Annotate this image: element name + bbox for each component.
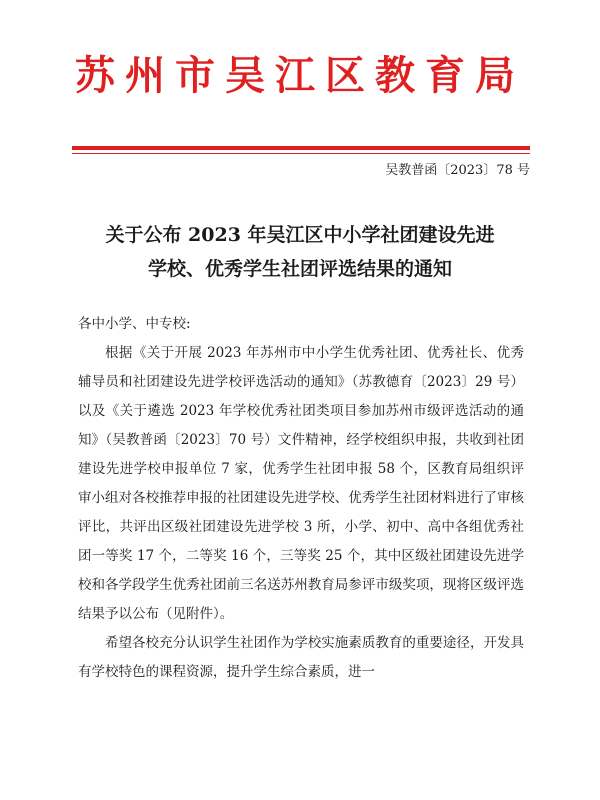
document-number: 吴教普函〔2023〕78 号	[385, 163, 530, 178]
document-title-line-2: 学校、优秀学生社团评选结果的通知	[147, 258, 452, 280]
body-paragraph: 根据《关于开展 2023 年苏州市中小学生优秀社团、优秀社长、优秀辅导员和社团建设先进学校评选活动的通知》（苏教德育〔2023〕29 号）以及《关于遴选 2023 年学校优秀社团类项目参加苏州市级评选活动的通知》（吴教普函〔2023〕70 号）文件精神，经学校组织申报，共收到社团建设先进学校申报单位 7 家，优秀学生社团申报 58 个，区教育局组织评审小组对各校推荐申报的社团建设先进学校、优秀学生社团材料进行了审核评比，共评出区级社团建设先进学校 3 所，小学、初中、高中各组优秀社团一等奖 17 个，二等奖 16 个，三等奖 25 个，其中区级社团建设先进学校和各学段学生优秀社团前三名送苏州教育局参评市级奖项，现将区级评选结果予以公布（见附件）。	[78, 345, 524, 622]
letterhead-red-rule-thin	[72, 153, 530, 154]
document-title-line-1: 关于公布 2023 年吴江区中小学社团建设先进	[105, 224, 495, 246]
body-paragraph: 希望各校充分认识学生社团作为学校实施素质教育的重要途径，开发具有学校特色的课程资源，提升学生综合素质，进一	[78, 635, 524, 680]
letterhead-red-rule	[72, 146, 530, 150]
agency-letterhead-title: 苏州市吴江区教育局	[75, 52, 525, 99]
document-body	[78, 310, 524, 687]
document-title	[40, 218, 560, 286]
salutation: 各中小学、中专校:	[78, 316, 191, 332]
